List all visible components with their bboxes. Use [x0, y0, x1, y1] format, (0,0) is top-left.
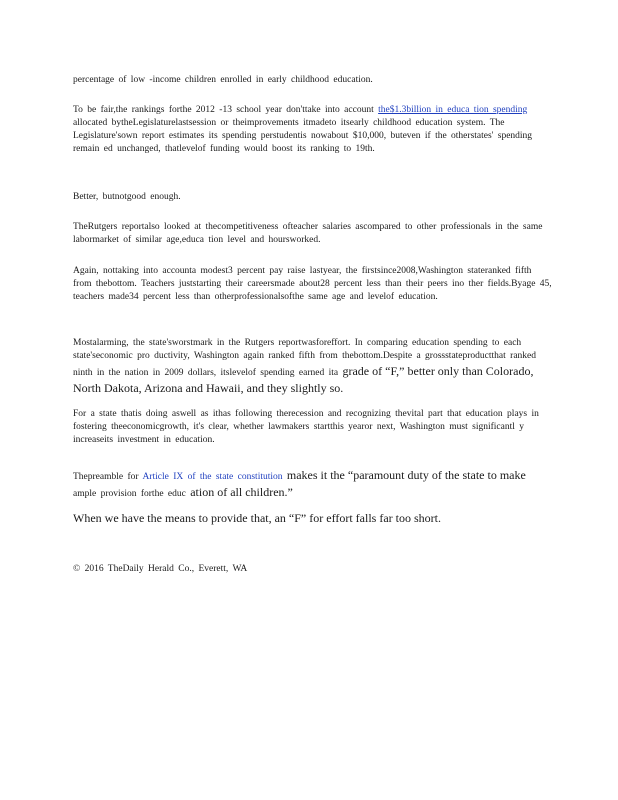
paragraph-text: To be fair,the rankings forthe 2012 -13 school year don'ttake into account [73, 105, 374, 115]
constitution-link[interactable]: Article IX of the state constitution [142, 472, 283, 482]
paragraph-teacher-salaries: TheRutgers reportalso looked at thecompetitiveness ofteacher salaries ascompared to other professionals in the same labormarket of similar age,educa tion level and hoursworked. [73, 222, 543, 245]
paragraph-effort [73, 337, 553, 397]
paragraph-text: Thepreamble for [73, 472, 139, 482]
paragraph-text: allocated bytheLegislaturelastsession or theimprovements itmadeto itsearly childhood education system. The Legislature'sown report estimates its spending perstudentis nowabout $10,000, buteven if the otherstates' spending remain ed unchanged, thatlevelof funding would boost its ranking to 19th. [73, 118, 533, 154]
education-spending-link[interactable]: the$1.3billion in educa tion spending [378, 105, 528, 115]
paragraph-text: ample provision forthe educ [73, 489, 186, 499]
paragraph-fair-rankings [73, 104, 553, 156]
paragraph-pay-raise: Again, nottaking into accounta modest3 percent pay raise lastyear, the firstsince2008,Washington stateranked fifth from thebottom. Teachers juststarting their careersmade about28 percent less than their peers ino ther fields.Byage 45, teachers made34 percent less than otherprofessionalsofthe same age and levelof education. [73, 266, 552, 302]
paragraph-recession: For a state thatis doing aswell as ithas following therecession and recognizing thevital part that education plays in fostering theeconomicgrowth, it's clear, whether lawmakers startthis yearor next, Washington must significantl y increaseits investment in education. [73, 409, 539, 445]
paragraph-text-large: ation of all children.” [190, 485, 293, 499]
footer-copyright: © 2016 TheDaily Herald Co., Everett, WA [73, 564, 248, 574]
paragraph-text-large: makes it the “paramount duty of the state to make [286, 468, 526, 482]
paragraph-text-large: grade of “F,” better only than Colorado, North Dakota, Arizona and Hawaii, and they slightly so. [73, 364, 534, 395]
paragraph-enrollment: percentage of low -income children enrolled in early childhood education. [73, 75, 373, 85]
paragraph-preamble [73, 467, 553, 501]
paragraph-text: Mostalarming, the state'sworstmark in the Rutgers reportwasforeffort. In comparing education spending to each state'seconomic pro ductivity, Washington again ranked fifth from thebottom.Despite a grossstateproductthat ranked ninth in the nation in 2009 dollars, itslevelof spending earned ita [73, 338, 536, 378]
paragraph-better: Better, butnotgood enough. [73, 192, 181, 202]
paragraph-conclusion: When we have the means to provide that, an “F” for effort falls far too short. [73, 511, 441, 525]
